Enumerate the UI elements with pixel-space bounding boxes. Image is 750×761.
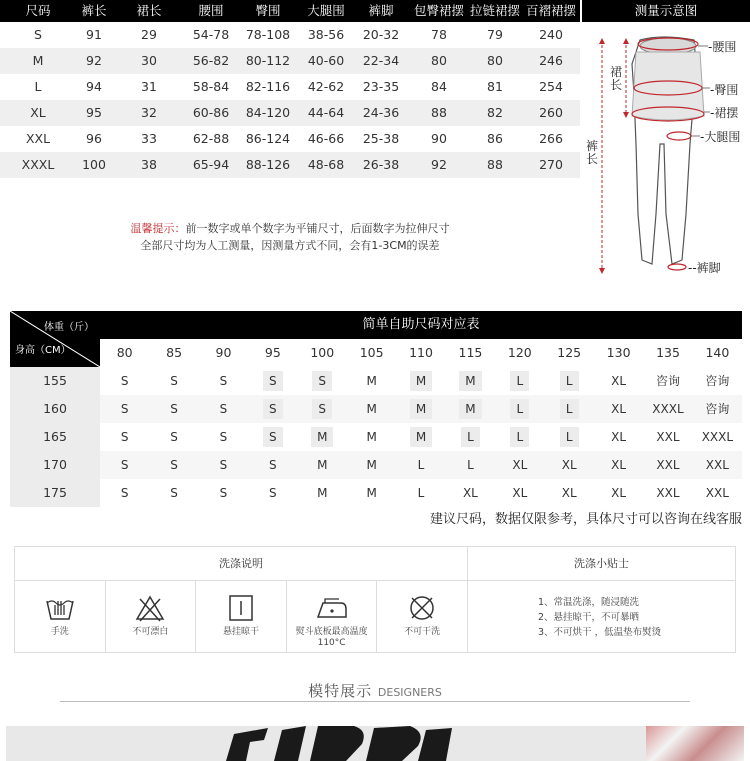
- size-suggestion-cell: [100, 479, 149, 507]
- size-suggestion-value: M: [459, 399, 481, 419]
- table-cell: 78: [431, 27, 447, 42]
- table-cell: 79: [487, 27, 503, 42]
- table-cell: 246: [539, 53, 563, 68]
- size-suggestion-value: L: [560, 371, 579, 391]
- size-suggestion-value: M: [459, 371, 481, 391]
- size-suggestion-cell: [545, 367, 594, 395]
- size-suggestion-cell: [396, 395, 445, 423]
- size-suggestion-value: XL: [611, 430, 627, 444]
- table-cell: 84: [431, 79, 447, 94]
- size-suggestion-value: 咨询: [705, 374, 730, 388]
- wash-label-hang-dry: 悬挂晾干: [222, 627, 259, 637]
- size-suggestion-value: XL: [611, 402, 627, 416]
- table-cell: 46-66: [307, 131, 345, 146]
- size-table-header: [0, 0, 580, 22]
- table-cell: XXL: [25, 131, 51, 146]
- height-axis-label: 身高（CM）: [15, 345, 71, 356]
- table-cell: 91: [86, 27, 102, 42]
- designers-heading: [0, 680, 750, 701]
- thigh-label: -大腿围: [700, 130, 741, 144]
- size-suggestion-value: S: [170, 402, 178, 416]
- table-cell: 40-60: [307, 53, 345, 68]
- tips-prefix: 温馨提示：: [130, 222, 186, 235]
- designers-title-cn: 模特展示: [308, 682, 373, 700]
- table-cell: XL: [30, 105, 46, 120]
- weight-col-header: 100: [310, 345, 335, 360]
- size-suggestion-cell: [643, 423, 692, 451]
- size-suggestion-value: S: [120, 430, 129, 444]
- wash-label-iron: 熨斗底板最高温度110°C: [295, 627, 368, 648]
- height-row-header: 170: [10, 451, 100, 479]
- size-suggestion-value: M: [311, 427, 333, 447]
- size-table-body: [0, 22, 580, 178]
- model-photo: [6, 726, 744, 761]
- size-suggestion-cell: [298, 423, 347, 451]
- size-suggestion-value: XXXL: [701, 430, 734, 444]
- size-suggestion-cell: [347, 423, 396, 451]
- table-cell: 26-38: [362, 157, 400, 172]
- table-cell: 96: [86, 131, 102, 146]
- table-cell: 78-108: [245, 27, 291, 42]
- size-suggestion-cell: [248, 367, 297, 395]
- size-suggestion-cell: [298, 367, 347, 395]
- table-cell: 81: [487, 79, 503, 94]
- washing-tips-title: 洗涤小贴士: [574, 557, 629, 570]
- size-col-header: 腰围: [198, 3, 224, 18]
- size-suggestion-value: M: [366, 374, 377, 388]
- wash-item-no-dry-clean: [377, 581, 468, 653]
- size-suggestion-value: L: [560, 427, 579, 447]
- size-suggestion-value: L: [461, 427, 480, 447]
- table-cell: 92: [431, 157, 447, 172]
- wash-item-no-bleach: [106, 581, 197, 653]
- table-cell: 44-64: [307, 105, 345, 120]
- size-suggestion-cell: [643, 395, 692, 423]
- weight-col-header: 120: [507, 345, 532, 360]
- tips-line-2: 全部尺寸均为人工测量，因测量方式不同，会有1-3CM的误差: [140, 239, 440, 252]
- size-suggestion-cell: [693, 395, 742, 423]
- size-suggestion-value: S: [120, 374, 129, 388]
- table-cell: 84-120: [245, 105, 291, 120]
- weight-col-header: 95: [264, 345, 281, 360]
- size-suggestion-value: M: [366, 402, 377, 416]
- weight-col-header: 130: [606, 345, 631, 360]
- table-row: [10, 479, 742, 507]
- size-suggestion-value: XXL: [656, 430, 680, 444]
- wh-table-body: [10, 367, 742, 507]
- wash-label-hand-wash: 手洗: [50, 627, 69, 637]
- size-suggestion-cell: [347, 367, 396, 395]
- waist-label: -腰围: [708, 40, 737, 54]
- pants-length-label: 裤长: [585, 139, 598, 166]
- size-suggestion-cell: [594, 479, 643, 507]
- table-cell: 88: [431, 105, 447, 120]
- table-row: [0, 152, 580, 178]
- table-cell: S: [34, 27, 42, 42]
- size-suggestion-cell: [248, 451, 297, 479]
- washing-header: [15, 547, 735, 581]
- size-suggestion-value: S: [219, 402, 228, 416]
- weight-axis-label: 体重（斤）: [44, 322, 94, 333]
- no-bleach-icon: [134, 593, 166, 623]
- size-suggestion-cell: [298, 451, 347, 479]
- measurement-tips: [0, 220, 580, 254]
- table-cell: 254: [539, 79, 563, 94]
- table-row: [0, 74, 580, 100]
- size-suggestion-cell: [100, 451, 149, 479]
- size-suggestion-cell: [347, 451, 396, 479]
- table-cell: M: [32, 53, 44, 68]
- table-row: [10, 451, 742, 479]
- size-suggestion-value: S: [219, 430, 228, 444]
- size-suggestion-cell: [199, 423, 248, 451]
- weight-col-header: 140: [705, 345, 730, 360]
- table-cell: 20-32: [362, 27, 400, 42]
- size-suggestion-value: S: [170, 458, 178, 472]
- size-suggestion-cell: [100, 423, 149, 451]
- table-row: [0, 48, 580, 74]
- table-cell: 48-68: [307, 157, 345, 172]
- size-suggestion-value: L: [510, 371, 529, 391]
- model-photo-graphic: [6, 726, 744, 761]
- designers-divider: [60, 701, 690, 702]
- tips-line-1: 前一数字或单个数字为平铺尺寸，后面数字为拉伸尺寸: [185, 222, 450, 235]
- table-cell: 38: [141, 157, 157, 172]
- hang-dry-icon: [225, 593, 257, 623]
- no-dry-clean-icon: [406, 593, 438, 623]
- size-suggestion-cell: [149, 395, 198, 423]
- size-suggestion-value: XL: [512, 458, 528, 472]
- size-suggestion-value: S: [263, 371, 283, 391]
- size-suggestion-cell: [594, 367, 643, 395]
- size-suggestion-cell: [298, 395, 347, 423]
- table-cell: 32: [141, 105, 157, 120]
- size-col-header: 裤脚: [368, 3, 394, 18]
- washing-icons: [15, 581, 468, 653]
- table-cell: 266: [539, 131, 563, 146]
- size-suggestion-value: S: [219, 458, 228, 472]
- cuff-label: --裤脚: [688, 261, 721, 275]
- size-suggestion-cell: [545, 451, 594, 479]
- table-row: [10, 367, 742, 395]
- size-col-header: 臀围: [255, 3, 281, 18]
- size-suggestion-value: XL: [611, 374, 627, 388]
- size-suggestion-value: M: [410, 371, 432, 391]
- size-suggestion-cell: [545, 479, 594, 507]
- size-suggestion-cell: [149, 367, 198, 395]
- wash-label-no-dry-clean: 不可干洗: [404, 627, 441, 637]
- table-cell: 94: [86, 79, 102, 94]
- table-row: [0, 22, 580, 48]
- weight-col-header: 85: [166, 345, 183, 360]
- table-cell: 82: [487, 105, 503, 120]
- table-cell: 82-116: [245, 79, 291, 94]
- size-suggestion-value: XXL: [705, 486, 729, 500]
- size-suggestion-value: S: [120, 458, 129, 472]
- table-cell: 56-82: [192, 53, 230, 68]
- size-suggestion-cell: [100, 367, 149, 395]
- size-suggestion-cell: [248, 423, 297, 451]
- size-suggestion-cell: [643, 479, 692, 507]
- size-suggestion-value: S: [269, 458, 277, 472]
- size-suggestion-cell: [693, 367, 742, 395]
- hand-wash-icon: [44, 593, 76, 623]
- size-suggestion-cell: [149, 451, 198, 479]
- table-cell: L: [34, 79, 42, 94]
- table-cell: 23-35: [362, 79, 400, 94]
- iron-icon: [315, 593, 349, 623]
- size-suggestion-value: M: [410, 427, 432, 447]
- size-suggestion-value: L: [510, 399, 529, 419]
- size-suggestion-cell: [693, 423, 742, 451]
- size-suggestion-value: XXL: [656, 486, 680, 500]
- size-suggestion-cell: [149, 423, 198, 451]
- designers-title-en: DESIGNERS: [377, 686, 442, 699]
- table-cell: 31: [141, 79, 157, 94]
- weight-col-header: 115: [458, 345, 483, 360]
- size-suggestion-value: XL: [561, 458, 577, 472]
- table-cell: 24-36: [362, 105, 400, 120]
- size-suggestion-value: S: [269, 486, 277, 500]
- wh-weight-header: [100, 339, 742, 367]
- diagram-title: 测量示意图: [582, 0, 750, 22]
- weight-col-header: 90: [215, 345, 232, 360]
- table-cell: 62-88: [192, 131, 230, 146]
- size-suggestion-value: L: [560, 399, 579, 419]
- table-row: [0, 126, 580, 152]
- size-suggestion-cell: [396, 479, 445, 507]
- table-cell: 88: [487, 157, 503, 172]
- wash-item-iron: [287, 581, 378, 653]
- size-suggestion-value: S: [170, 430, 178, 444]
- weight-col-header: 135: [656, 345, 680, 360]
- table-cell: 25-38: [362, 131, 400, 146]
- table-cell: 38-56: [307, 27, 345, 42]
- table-cell: 88-126: [245, 157, 291, 172]
- size-col-header: 百褶裙摆: [525, 3, 576, 18]
- photo-decoration: [646, 726, 744, 761]
- size-suggestion-value: S: [219, 486, 228, 500]
- size-suggestion-cell: [248, 479, 297, 507]
- skirt-hem-label: -裙摆: [710, 106, 739, 120]
- weight-col-header: 80: [116, 345, 133, 360]
- size-suggestion-cell: [693, 451, 742, 479]
- size-suggestion-value: XL: [611, 458, 627, 472]
- size-suggestion-value: M: [366, 430, 377, 444]
- table-cell: 42-62: [307, 79, 345, 94]
- size-suggestion-cell: [396, 423, 445, 451]
- table-cell: 58-84: [192, 79, 230, 94]
- size-suggestion-value: 咨询: [705, 402, 730, 416]
- weight-col-header: 105: [359, 345, 384, 360]
- table-cell: 30: [141, 53, 157, 68]
- size-suggestion-cell: [594, 451, 643, 479]
- weight-col-header: 110: [409, 345, 433, 360]
- height-row-header: 165: [10, 423, 100, 451]
- size-suggestion-cell: [446, 423, 495, 451]
- hip-label: -臀围: [710, 83, 739, 97]
- size-suggestion-cell: [545, 395, 594, 423]
- size-suggestion-value: XXL: [705, 458, 729, 472]
- height-row-header: 160: [10, 395, 100, 423]
- washing-panel: [14, 546, 736, 653]
- table-row: [10, 423, 742, 451]
- table-cell: 270: [539, 157, 563, 172]
- size-suggestion-cell: [545, 423, 594, 451]
- size-suggestion-value: L: [417, 486, 425, 500]
- table-cell: 22-34: [362, 53, 400, 68]
- size-suggestion-cell: [495, 423, 544, 451]
- size-suggestion-value: 咨询: [655, 374, 680, 388]
- size-suggestion-cell: [594, 395, 643, 423]
- height-row-header: 155: [10, 367, 100, 395]
- wh-table-title: 简单自助尺码对应表: [100, 311, 742, 339]
- size-suggestion-value: XL: [611, 486, 627, 500]
- size-suggestion-value: M: [317, 486, 328, 500]
- size-col-header: 尺码: [25, 3, 51, 18]
- size-suggestion-value: M: [366, 486, 377, 500]
- size-suggestion-cell: [396, 451, 445, 479]
- table-row: [0, 100, 580, 126]
- table-cell: 95: [86, 105, 102, 120]
- size-suggestion-cell: [199, 479, 248, 507]
- table-row: [10, 395, 742, 423]
- size-suggestion-value: M: [410, 399, 432, 419]
- wash-item-hang-dry: [196, 581, 287, 653]
- size-suggestion-value: XL: [512, 486, 528, 500]
- size-suggestion-cell: [199, 451, 248, 479]
- washing-tip: 2、悬挂晾干，不可暴晒: [538, 612, 640, 623]
- size-suggestion-cell: [347, 479, 396, 507]
- washing-tip: 1、常温洗涤，随浸随洗: [538, 597, 640, 608]
- size-suggestion-cell: [643, 451, 692, 479]
- size-suggestion-value: XXL: [656, 458, 680, 472]
- size-col-header: 裙长: [136, 3, 162, 18]
- height-row-header: 175: [10, 479, 100, 507]
- wash-label-no-bleach: 不可漂白: [132, 627, 169, 637]
- table-cell: 60-86: [192, 105, 230, 120]
- size-suggestion-value: M: [317, 458, 328, 472]
- washing-tip: 3、不可烘干 ，低温垫布熨烫: [538, 627, 662, 638]
- size-suggestion-cell: [693, 479, 742, 507]
- measurement-diagram: [582, 24, 750, 280]
- size-suggestion-cell: [495, 479, 544, 507]
- table-cell: 86: [487, 131, 503, 146]
- size-suggestion-value: L: [510, 427, 529, 447]
- size-suggestion-cell: [248, 395, 297, 423]
- table-cell: 54-78: [192, 27, 230, 42]
- wash-item-hand-wash: [15, 581, 106, 653]
- size-suggestion-cell: [347, 395, 396, 423]
- size-suggestion-value: L: [417, 458, 425, 472]
- size-suggestion-cell: [199, 395, 248, 423]
- size-suggestion-cell: [446, 367, 495, 395]
- size-suggestion-cell: [495, 367, 544, 395]
- table-cell: 92: [86, 53, 102, 68]
- table-cell: 80: [431, 53, 447, 68]
- size-suggestion-value: XXXL: [652, 402, 684, 416]
- table-cell: 33: [141, 131, 157, 146]
- size-col-header: 拉链裙摆: [469, 3, 520, 18]
- size-suggestion-cell: [100, 395, 149, 423]
- size-suggestion-value: S: [312, 399, 332, 419]
- skirt-length-label: 裙长: [609, 65, 622, 92]
- size-suggestion-value: S: [263, 399, 283, 419]
- size-suggestion-cell: [298, 479, 347, 507]
- table-cell: 29: [141, 27, 157, 42]
- size-suggestion-cell: [396, 367, 445, 395]
- pants-outline-icon: [582, 24, 750, 280]
- size-col-header: 包臀裙摆: [413, 3, 464, 18]
- wh-table-corner: [10, 311, 100, 367]
- table-cell: XXXL: [21, 157, 55, 172]
- table-cell: 260: [539, 105, 563, 120]
- size-suggestion-value: L: [467, 458, 474, 472]
- size-suggestion-cell: [199, 367, 248, 395]
- size-suggestion-cell: [643, 367, 692, 395]
- weight-col-header: 125: [557, 345, 582, 360]
- size-suggestion-cell: [495, 451, 544, 479]
- size-suggestion-value: S: [312, 371, 332, 391]
- size-suggestion-cell: [446, 451, 495, 479]
- size-suggestion-value: XL: [462, 486, 478, 500]
- table-cell: 65-94: [192, 157, 230, 172]
- size-suggestion-value: M: [366, 458, 377, 472]
- size-suggestion-cell: [446, 479, 495, 507]
- size-suggestion-value: S: [170, 374, 178, 388]
- size-suggestion-cell: [594, 423, 643, 451]
- size-suggestion-value: S: [219, 374, 228, 388]
- size-suggestion-value: XL: [561, 486, 577, 500]
- table-cell: 240: [539, 27, 563, 42]
- size-suggestion-value: S: [120, 486, 129, 500]
- size-suggestion-cell: [149, 479, 198, 507]
- washing-tips-list: [468, 581, 735, 653]
- size-suggestion-cell: [495, 395, 544, 423]
- table-cell: 86-124: [245, 131, 291, 146]
- table-cell: 90: [431, 131, 447, 146]
- washing-instructions-title: 洗涤说明: [15, 547, 468, 580]
- size-suggestion-value: S: [263, 427, 283, 447]
- size-suggestion-value: S: [170, 486, 178, 500]
- wh-table-note: 建议尺码，数据仅限参考，具体尺寸可以咨询在线客服: [429, 512, 742, 527]
- table-cell: 80-112: [245, 53, 291, 68]
- size-suggestion-cell: [446, 395, 495, 423]
- size-col-header: 裤长: [81, 3, 107, 18]
- table-cell: 100: [82, 157, 106, 172]
- table-cell: 80: [487, 53, 503, 68]
- size-col-header: 大腿围: [307, 3, 345, 18]
- size-suggestion-value: S: [120, 402, 129, 416]
